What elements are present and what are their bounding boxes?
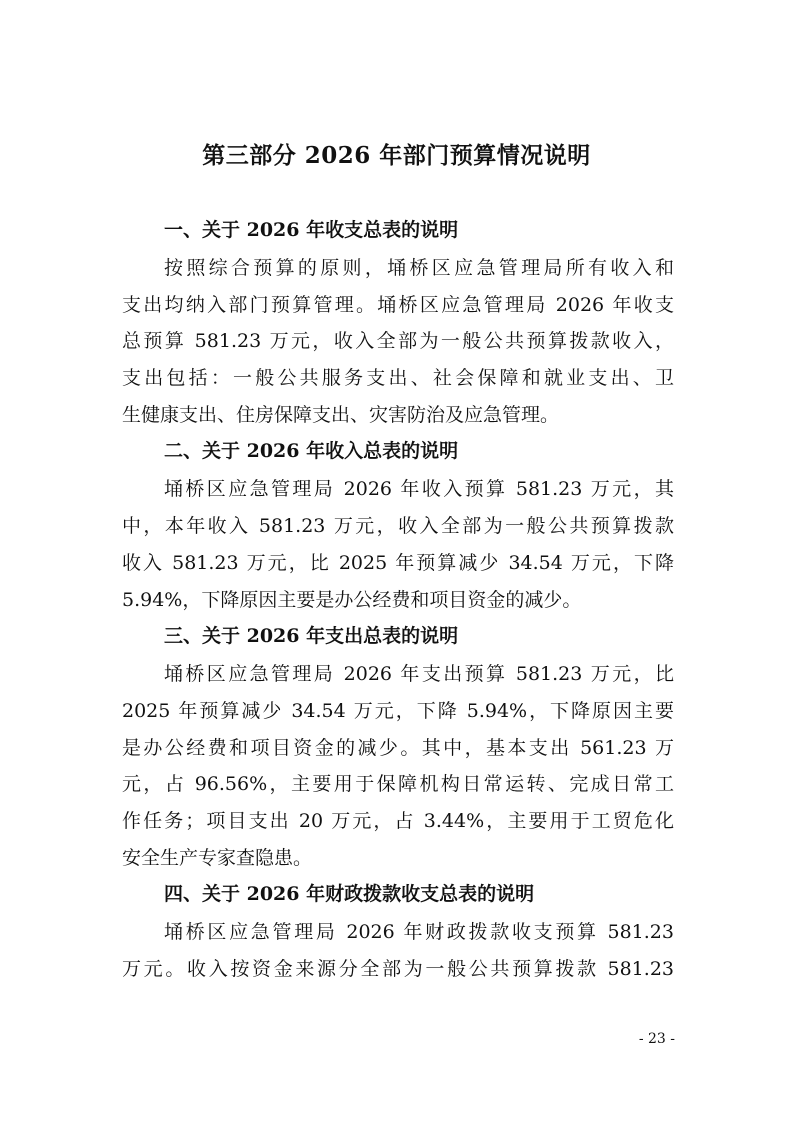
paragraph-line: 埇桥区应急管理局 2026 年支出预算 581.23 万元，比 [164, 663, 674, 686]
paragraph-line: 2025 年预算减少 34.54 万元，下降 5.94%，下降原因主要 [122, 699, 674, 722]
page-number: - 23 - [638, 1031, 675, 1047]
section-heading-3: 三、关于 2026 年支出总表的说明 [164, 625, 459, 648]
paragraph-line: 支出均纳入部门预算管理。埇桥区应急管理局 2026 年收支 [122, 293, 674, 316]
paragraph-line: 埇桥区应急管理局 2026 年财政拨款收支预算 581.23 [164, 921, 674, 944]
paragraph-line: 作任务；项目支出 20 万元，占 3.44%，主要用于工贸危化 [122, 809, 674, 832]
paragraph-line: 埇桥区应急管理局 2026 年收入预算 581.23 万元，其 [164, 478, 674, 501]
section-heading-4: 四、关于 2026 年财政拨款收支总表的说明 [164, 883, 535, 906]
paragraph-line: 元，占 96.56%，主要用于保障机构日常运转、完成日常工 [122, 773, 674, 796]
page-title: 第三部分 2026 年部门预算情况说明 [202, 142, 591, 169]
section-heading-2: 二、关于 2026 年收入总表的说明 [164, 440, 459, 463]
document-body [122, 212, 674, 988]
section-paragraph-3 [122, 656, 674, 876]
section-paragraph-1 [122, 250, 674, 433]
paragraph-line: 万元。收入按资金来源分全部为一般公共预算拨款 581.23 [122, 958, 674, 980]
paragraph-line: 按照综合预算的原则，埇桥区应急管理局所有收入和 [164, 257, 674, 279]
section-paragraph-2 [122, 471, 674, 618]
paragraph-line: 支出包括：一般公共服务支出、社会保障和就业支出、卫 [122, 367, 674, 390]
paragraph-line: 5.94%，下降原因主要是办公经费和项目资金的减少。 [122, 588, 582, 611]
paragraph-line: 安全生产专家查隐患。 [122, 846, 313, 869]
paragraph-line: 中，本年收入 581.23 万元，收入全部为一般公共预算拨款 [122, 515, 674, 538]
paragraph-line: 总预算 581.23 万元，收入全部为一般公共预算拨款收入， [122, 330, 674, 353]
paragraph-line: 是办公经费和项目资金的减少。其中，基本支出 561.23 万 [122, 736, 674, 759]
paragraph-line: 生健康支出、住房保障支出、灾害防治及应急管理。 [122, 403, 560, 426]
paragraph-line: 收入 581.23 万元，比 2025 年预算减少 34.54 万元，下降 [122, 551, 674, 574]
section-paragraph-4 [122, 914, 674, 987]
section-heading-1: 一、关于 2026 年收支总表的说明 [164, 219, 459, 241]
